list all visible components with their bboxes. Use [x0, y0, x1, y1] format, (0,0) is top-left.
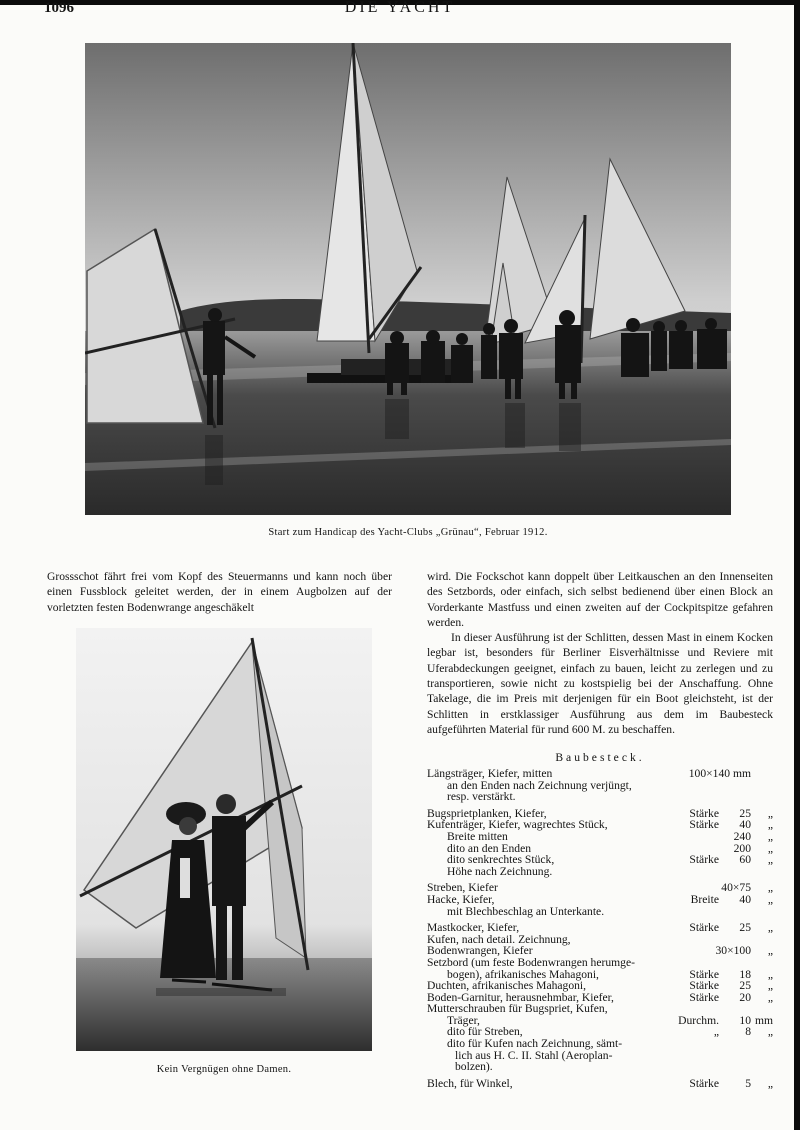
paragraph: wird. Die Fockschot kann doppelt über Leitkauschen an den Innenseiten des Setzbords, oder einfach, sich selbst bedienend über einen Block an Vorderkante Mastfuss und einen zweiten auf der Cockpitspitze gefahren werden.: [427, 570, 773, 629]
spec-label: dito für Streben,: [447, 1025, 523, 1039]
spec-row: [427, 791, 773, 803]
spec-ditto-mark: „: [767, 967, 773, 981]
spec-row: [427, 894, 773, 906]
spec-unit: Durchm.: [678, 1013, 719, 1027]
spec-row: [427, 1061, 773, 1073]
spec-label: Längsträger, Kiefer, mitten: [427, 767, 553, 780]
running-title: DIE YACHT: [344, 0, 456, 16]
spec-unit: Stärke: [689, 1076, 719, 1090]
spec-row: [427, 768, 773, 780]
spec-label: Blech, für Winkel,: [427, 1076, 513, 1090]
spec-value: 40: [739, 892, 751, 906]
spec-label: resp. verstärkt.: [447, 790, 516, 804]
spec-label: lich aus H. C. II. Stahl (Aeroplan-: [455, 1048, 613, 1062]
spec-label: Träger,: [447, 1013, 480, 1027]
spec-ditto-mark: „: [767, 1076, 773, 1090]
spec-value: 100×140 mm: [688, 767, 751, 780]
spec-label: dito senkrechtes Stück,: [447, 853, 555, 867]
spec-unit: Stärke: [689, 979, 719, 993]
page-number: 1096: [44, 0, 74, 16]
spec-row: [427, 922, 773, 934]
spec-ditto-mark: „: [767, 841, 773, 855]
spec-row: [427, 957, 773, 969]
spec-value: 200: [733, 841, 751, 855]
spec-ditto-mark: „: [767, 1025, 773, 1039]
spec-value: 60: [739, 853, 751, 867]
spec-value: 20: [739, 990, 751, 1004]
spec-ditto-mark: „: [767, 921, 773, 935]
spec-unit: Breite: [690, 892, 719, 906]
spec-row: [427, 854, 773, 866]
spec-row: [427, 980, 773, 992]
spec-row: [427, 906, 773, 918]
paragraph: In dieser Ausführung ist der Schlitten, dessen Mast in einem Kocken legbar ist, besonders für Berliner Eisverhältnisse und Reviere mit Uferabdeckungen geeignet, einfach zu bauen, leicht zu zerlegen und zu transportieren, sowie nicht zu kostspielig bei der Anschaffung. Ohne Takelage, die im Preis mit derjenigen für ein Boot gleichsteht, ist der Schlitten in erstklassiger Ausführung aus dem im Baubesteck aufgeführten Material für rund 600 M. zu beschaffen.: [427, 631, 773, 736]
spec-label: Bodenwrangen, Kiefer: [427, 944, 533, 958]
figure-caption-bottom: Kein Vergnügen ohne Damen.: [156, 1064, 292, 1075]
spec-unit: Stärke: [689, 818, 719, 832]
photo-ice-yachts-start: [85, 43, 731, 515]
spec-label: dito an den Enden: [447, 841, 532, 855]
spec-label: Kufenträger, Kiefer, wagrechtes Stück,: [427, 818, 608, 832]
spec-label: Kufen, nach detail. Zeichnung,: [427, 932, 571, 946]
spec-unit: Stärke: [689, 806, 719, 820]
spec-value: 25: [739, 979, 751, 993]
spec-label: bogen), afrikanisches Mahagoni,: [447, 967, 599, 981]
spec-unit: Stärke: [689, 967, 719, 981]
spec-label: bolzen).: [455, 1060, 493, 1074]
spec-label: Boden-Garnitur, herausnehmbar, Kiefer,: [427, 990, 614, 1004]
spec-value: 10: [739, 1013, 751, 1027]
spec-label: Hacke, Kiefer,: [427, 892, 495, 906]
spec-ditto-mark: „: [767, 892, 773, 906]
spec-label: Setzbord (um feste Bodenwrangen herumge-: [427, 955, 635, 969]
spec-ditto-mark: mm: [754, 1013, 773, 1027]
spec-ditto-mark: „: [767, 818, 773, 832]
spec-ditto-mark: „: [767, 944, 773, 958]
spec-ditto-mark: „: [767, 853, 773, 867]
spec-unit: Stärke: [689, 853, 719, 867]
scan-edge-right: [794, 0, 800, 1130]
baubesteck-list: [427, 768, 773, 1089]
baubesteck-heading: Baubesteck.: [555, 751, 645, 764]
spec-label: dito für Kufen nach Zeichnung, sämt-: [447, 1037, 623, 1051]
spec-ditto-mark: „: [767, 881, 773, 895]
spec-ditto-mark: „: [767, 990, 773, 1004]
spec-unit: Stärke: [689, 990, 719, 1004]
spec-ditto-mark: „: [767, 979, 773, 993]
figure-caption-top: Start zum Handicap des Yacht-Clubs „Grünau“, Februar 1912.: [268, 527, 548, 538]
paragraph: Grossschot fährt frei vom Kopf des Steuermanns und kann noch über einen Fussblock geleitet werden, der in einem Augbolzen auf der vorletzten festen Bodenwrange angeschäkelt: [47, 570, 392, 614]
spec-value: 40×75: [721, 881, 751, 895]
spec-value: 18: [739, 967, 751, 981]
spec-ditto-mark: „: [767, 806, 773, 820]
spec-row: [427, 1078, 773, 1090]
spec-label: Streben, Kiefer: [427, 881, 498, 895]
spec-unit: Stärke: [689, 921, 719, 935]
spec-value: 8: [745, 1025, 751, 1039]
spec-label: an den Enden nach Zeichnung verjüngt,: [447, 778, 632, 792]
spec-label: mit Blechbeschlag an Unterkante.: [447, 904, 605, 918]
left-column-text: [47, 569, 392, 615]
spec-label: Breite mitten: [447, 829, 508, 843]
spec-label: Bugsprietplanken, Kiefer,: [427, 806, 547, 820]
spec-value: 25: [739, 806, 751, 820]
spec-label: Mutterschrauben für Bugspriet, Kufen,: [427, 1002, 608, 1016]
spec-row: [427, 1038, 773, 1050]
spec-value: 40: [739, 818, 751, 832]
spec-value: 5: [745, 1076, 751, 1090]
spec-value: 240: [733, 829, 751, 843]
spec-value: 25: [739, 921, 751, 935]
spec-label: Mastkocker, Kiefer,: [427, 921, 520, 935]
photo-couple-with-sail: [76, 628, 372, 1051]
spec-row: [427, 831, 773, 843]
spec-label: Höhe nach Zeichnung.: [447, 864, 553, 878]
spec-row: [427, 866, 773, 878]
spec-label: Duchten, afrikanisches Mahagoni,: [427, 979, 587, 993]
spec-value: 30×100: [715, 944, 751, 958]
spec-unit: „: [713, 1025, 719, 1039]
spec-ditto-mark: „: [767, 829, 773, 843]
right-column-text: [427, 569, 773, 737]
